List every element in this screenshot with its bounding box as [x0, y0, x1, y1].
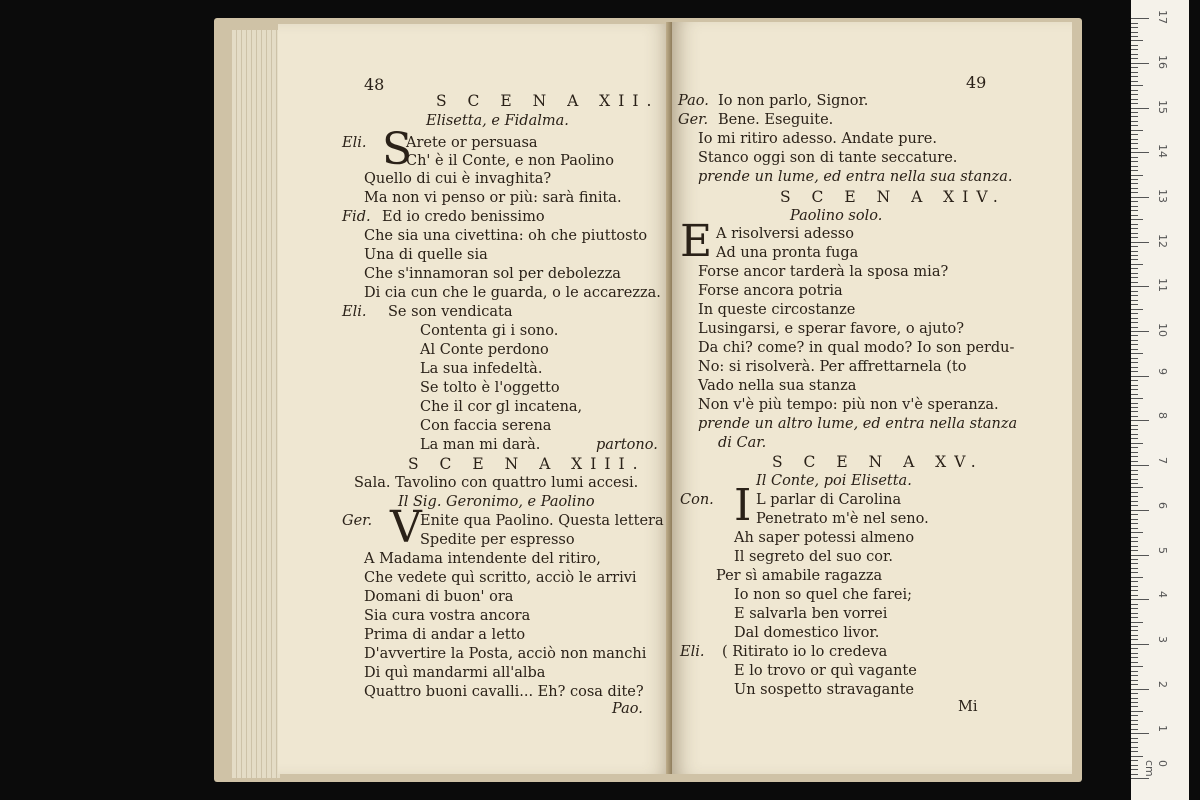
ruler-tick — [1131, 403, 1138, 404]
ruler-tick — [1131, 590, 1138, 591]
verse-line: Quello di cui è invaghita? — [364, 171, 552, 187]
ruler-tick — [1131, 121, 1138, 122]
ruler-tick — [1131, 505, 1138, 506]
ruler-tick — [1131, 447, 1138, 448]
ruler-tick — [1131, 756, 1143, 757]
ruler-tick — [1131, 201, 1138, 202]
verse-line: Una di quelle sia — [364, 247, 488, 263]
ruler-tick — [1131, 675, 1138, 676]
verse-line: La sua infedeltà. — [420, 361, 543, 377]
ruler-tick — [1131, 666, 1143, 667]
ruler-tick — [1131, 635, 1138, 636]
ruler-tick — [1131, 108, 1149, 109]
ruler-tick — [1131, 300, 1138, 301]
speaker-label: Ger. — [342, 513, 373, 529]
ruler-tick — [1131, 282, 1138, 283]
catchword: Pao. — [612, 701, 643, 717]
ruler-tick — [1131, 461, 1138, 462]
ruler-tick — [1131, 425, 1138, 426]
verse-line: Stanco oggi son di tante seccature. — [698, 150, 958, 166]
ruler-tick — [1131, 599, 1149, 600]
ruler-tick — [1131, 474, 1138, 475]
ruler-tick — [1131, 434, 1138, 435]
verse-line: Ed io credo benissimo — [382, 209, 545, 225]
ruler-number: 7 — [1156, 457, 1169, 465]
ruler-tick — [1131, 747, 1138, 748]
ruler-tick — [1131, 577, 1143, 578]
ruler-tick — [1131, 738, 1138, 739]
ruler-tick — [1131, 322, 1138, 323]
ruler-tick — [1131, 769, 1138, 770]
ruler-tick — [1131, 237, 1138, 238]
ruler-tick — [1131, 251, 1138, 252]
ruler-tick — [1131, 362, 1138, 363]
ruler-tick — [1131, 689, 1149, 690]
ruler-tick — [1131, 183, 1138, 184]
ruler-tick — [1131, 192, 1138, 193]
right-page — [672, 22, 1072, 774]
ruler-tick — [1131, 452, 1138, 453]
speaker-label: Pao. — [678, 93, 709, 109]
ruler-tick — [1131, 170, 1138, 171]
ruler-tick — [1131, 130, 1143, 131]
ruler-tick — [1131, 304, 1138, 305]
ruler-number: 11 — [1156, 278, 1169, 293]
ruler-tick — [1131, 340, 1138, 341]
ruler-tick — [1131, 94, 1138, 95]
ruler-tick — [1131, 139, 1138, 140]
verse-line: Ah saper potessi almeno — [734, 530, 915, 546]
ruler-tick — [1131, 125, 1138, 126]
ruler-tick — [1131, 572, 1138, 573]
ruler-tick — [1131, 559, 1138, 560]
ruler-tick — [1131, 523, 1138, 524]
verse-line: Domani di buon' ora — [364, 589, 514, 605]
ruler-tick — [1131, 706, 1138, 707]
verse-line: L parlar di Carolina — [756, 492, 902, 508]
ruler-tick — [1131, 175, 1143, 176]
ruler-tick — [1131, 702, 1138, 703]
ruler-tick — [1131, 532, 1143, 533]
ruler-tick — [1131, 295, 1138, 296]
verse-line: Arete or persuasa — [406, 135, 538, 151]
ruler-number: 4 — [1156, 591, 1169, 599]
ruler-tick — [1131, 313, 1138, 314]
verse-line: Sia cura vostra ancora — [364, 608, 531, 624]
stage-direction: prende un altro lume, ed entra nella stanza — [698, 416, 1018, 432]
ruler-tick — [1131, 693, 1138, 694]
ruler-tick — [1131, 327, 1138, 328]
ruler-tick — [1131, 528, 1138, 529]
ruler-tick — [1131, 148, 1138, 149]
verse-line: Un sospetto stravagante — [734, 682, 914, 698]
ruler-tick — [1131, 358, 1138, 359]
ruler-tick — [1131, 541, 1138, 542]
ruler-tick — [1131, 438, 1138, 439]
ruler-unit-label: 0 cm — [1143, 760, 1169, 777]
ruler-tick — [1131, 143, 1138, 144]
scene-characters: Paolino solo. — [790, 208, 883, 224]
drop-capital: I — [734, 480, 752, 531]
ruler-number: 3 — [1156, 635, 1169, 643]
ruler-tick — [1131, 487, 1143, 488]
ruler-tick — [1131, 501, 1138, 502]
verse-line: Ma non vi penso or più: sarà finita. — [364, 190, 622, 206]
ruler-tick — [1131, 23, 1138, 24]
ruler-tick — [1131, 380, 1138, 381]
ruler-tick — [1131, 742, 1138, 743]
ruler-tick — [1131, 537, 1138, 538]
ruler-tick — [1131, 224, 1138, 225]
ruler-number: 5 — [1156, 546, 1169, 554]
verse-line: Da chi? come? in qual modo? Io son perdu- — [698, 340, 1015, 356]
ruler-tick — [1131, 166, 1138, 167]
ruler-number: 16 — [1156, 54, 1169, 69]
ruler-tick — [1131, 161, 1138, 162]
verse-line: Quattro buoni cavalli... Eh? cosa dite? — [364, 684, 644, 700]
scene-heading: S C E N A XIII. — [408, 455, 646, 473]
verse-line: E lo trovo or quì vagante — [734, 663, 917, 679]
ruler-tick — [1131, 555, 1149, 556]
verse-line: Che sia una civettina: oh che piuttosto — [364, 228, 648, 244]
ruler-tick — [1131, 479, 1138, 480]
ruler-tick — [1131, 58, 1138, 59]
verse-line: Di cia cun che le guarda, o le accarezza. — [364, 285, 661, 301]
verse-line: Al Conte perdono — [420, 342, 549, 358]
verse-line: Per sì amabile ragazza — [716, 568, 883, 584]
ruler-tick — [1131, 40, 1143, 41]
verse-line: Se son vendicata — [388, 304, 513, 320]
ruler-tick — [1131, 331, 1149, 332]
verse-line: Non v'è più tempo: più non v'è speranza. — [698, 397, 999, 413]
ruler-tick — [1131, 774, 1138, 775]
ruler-tick — [1131, 219, 1143, 220]
ruler-tick — [1131, 662, 1138, 663]
ruler-tick — [1131, 152, 1149, 153]
ruler-tick — [1131, 398, 1143, 399]
verse-line: Che vedete quì scritto, acciò le arrivi — [364, 570, 637, 586]
verse-line: D'avvertire la Posta, acciò non manchi — [364, 646, 647, 662]
ruler-tick — [1131, 724, 1138, 725]
ruler-number: 13 — [1156, 188, 1169, 203]
ruler-tick — [1131, 698, 1138, 699]
ruler-tick — [1131, 353, 1143, 354]
ruler-tick — [1131, 371, 1138, 372]
ruler-tick — [1131, 54, 1138, 55]
ruler-tick — [1131, 510, 1149, 511]
ruler-number: 1 — [1156, 725, 1169, 733]
ruler-tick — [1131, 134, 1138, 135]
ruler-number: 15 — [1156, 99, 1169, 114]
ruler-tick — [1131, 546, 1138, 547]
ruler-tick — [1131, 639, 1138, 640]
ruler-tick — [1131, 376, 1149, 377]
speaker-label: Eli. — [342, 135, 367, 151]
speaker-label: Fid. — [342, 209, 371, 225]
ruler-tick — [1131, 568, 1138, 569]
ruler-tick — [1131, 416, 1138, 417]
ruler-tick — [1131, 657, 1138, 658]
verse-line: La man mi darà. — [420, 437, 541, 453]
ruler-tick — [1131, 715, 1138, 716]
verse-line: Se tolto è l'oggetto — [420, 380, 560, 396]
stage-direction: partono. — [596, 437, 658, 453]
ruler-tick — [1131, 116, 1138, 117]
ruler-tick — [1131, 514, 1138, 515]
ruler-tick — [1131, 103, 1138, 104]
verse-line: In queste circostanze — [698, 302, 856, 318]
ruler-tick — [1131, 81, 1138, 82]
ruler-tick — [1131, 99, 1138, 100]
verse-line: Bene. Eseguite. — [718, 112, 834, 128]
ruler-tick — [1131, 255, 1138, 256]
ruler-tick — [1131, 680, 1138, 681]
verse-line: Con faccia serena — [420, 418, 552, 434]
verse-line: Io mi ritiro adesso. Andate pure. — [698, 131, 937, 147]
ruler-number: 12 — [1156, 233, 1169, 248]
scene-characters: Elisetta, e Fidalma. — [426, 113, 569, 129]
scene-characters: Il Sig. Geronimo, e Paolino — [398, 494, 595, 510]
drop-capital: V — [390, 502, 422, 553]
drop-capital: E — [680, 216, 713, 267]
ruler-tick — [1131, 720, 1138, 721]
ruler-tick — [1131, 318, 1138, 319]
ruler-number: 17 — [1156, 10, 1169, 25]
speaker-label: Ger. — [678, 112, 709, 128]
ruler-tick — [1131, 653, 1138, 654]
verse-line: Io non parlo, Signor. — [718, 93, 869, 109]
ruler-tick — [1131, 470, 1138, 471]
ruler-tick — [1131, 335, 1138, 336]
ruler-tick — [1131, 492, 1138, 493]
ruler-tick — [1131, 85, 1143, 86]
ruler-tick — [1131, 45, 1138, 46]
verse-line: E salvarla ben vorrei — [734, 606, 888, 622]
ruler-number: 8 — [1156, 412, 1169, 420]
ruler-tick — [1131, 394, 1138, 395]
ruler-tick — [1131, 349, 1138, 350]
page-number: 49 — [966, 73, 987, 92]
ruler-tick — [1131, 563, 1138, 564]
ruler-number: 10 — [1156, 323, 1169, 337]
ruler-tick — [1131, 268, 1138, 269]
ruler-tick — [1131, 179, 1138, 180]
scene-characters: Il Conte, poi Elisetta. — [756, 473, 912, 489]
speaker-label: Con. — [680, 492, 714, 508]
ruler-tick — [1131, 157, 1138, 158]
ruler-tick — [1131, 36, 1138, 37]
ruler-tick — [1131, 210, 1138, 211]
verse-line: Enite qua Paolino. Questa lettera — [420, 513, 664, 529]
ruler-tick — [1131, 483, 1138, 484]
ruler-tick — [1131, 49, 1138, 50]
ruler-tick — [1131, 630, 1138, 631]
ruler-tick — [1131, 273, 1138, 274]
ruler-tick — [1131, 729, 1138, 730]
stage-direction: di Car. — [718, 435, 767, 451]
drop-capital: S — [382, 124, 413, 175]
verse-line: Prima di andar a letto — [364, 627, 526, 643]
verse-line: Ad una pronta fuga — [716, 245, 859, 261]
verse-line: Penetrato m'è nel seno. — [756, 511, 929, 527]
ruler-tick — [1131, 63, 1149, 64]
verse-line: Forse ancora potria — [698, 283, 843, 299]
ruler-tick — [1131, 291, 1138, 292]
ruler-tick — [1131, 465, 1149, 466]
verse-line: Ch' è il Conte, e non Paolino — [406, 153, 614, 169]
ruler-tick — [1131, 751, 1138, 752]
ruler-tick — [1131, 617, 1138, 618]
ruler-tick — [1131, 595, 1138, 596]
verse-line: Che s'innamoran sol per debolezza — [364, 266, 621, 282]
verse-line: Io non so quel che farei; — [734, 587, 913, 603]
ruler-tick — [1131, 671, 1138, 672]
left-page — [278, 24, 672, 774]
ruler-tick — [1131, 604, 1138, 605]
scene-heading: S C E N A XIV. — [780, 188, 1006, 206]
verse-line: Vado nella sua stanza — [698, 378, 857, 394]
verse-line: ( Ritirato io lo credeva — [722, 644, 888, 660]
verse-line: Spedite per espresso — [420, 532, 575, 548]
ruler-tick — [1131, 456, 1138, 457]
ruler-tick — [1131, 496, 1138, 497]
verse-line: Il segreto del suo cor. — [734, 549, 893, 565]
catchword: Mi — [958, 699, 978, 715]
speaker-label: Eli. — [342, 304, 367, 320]
ruler-tick — [1131, 264, 1143, 265]
ruler-tick — [1131, 613, 1138, 614]
ruler-number: 6 — [1156, 501, 1169, 509]
ruler-tick — [1131, 286, 1149, 287]
ruler-tick — [1131, 90, 1138, 91]
ruler-tick — [1131, 760, 1138, 761]
ruler-tick — [1131, 242, 1149, 243]
ruler-number: 9 — [1156, 367, 1169, 375]
ruler-tick — [1131, 586, 1138, 587]
ruler-tick — [1131, 407, 1138, 408]
ruler-tick — [1131, 309, 1143, 310]
ruler-tick — [1131, 733, 1149, 734]
ruler-tick — [1131, 188, 1138, 189]
ruler-tick — [1131, 67, 1138, 68]
ruler-number: 2 — [1156, 680, 1169, 688]
ruler-tick — [1131, 72, 1138, 73]
scene-heading: S C E N A XV. — [772, 453, 984, 471]
page-edges — [232, 30, 280, 778]
page-number: 48 — [364, 75, 385, 94]
measuring-ruler — [1131, 0, 1189, 800]
verse-line: No: si risolverà. Per affrettarnela (to — [698, 359, 967, 375]
ruler-tick — [1131, 443, 1143, 444]
ruler-tick — [1131, 711, 1143, 712]
ruler-tick — [1131, 644, 1149, 645]
stage-direction: prende un lume, ed entra nella sua stanza. — [698, 169, 1013, 185]
ruler-number: 14 — [1156, 144, 1169, 159]
verse-line: A risolversi adesso — [716, 226, 854, 242]
ruler-tick — [1131, 197, 1149, 198]
ruler-tick — [1131, 622, 1143, 623]
ruler-tick — [1131, 228, 1138, 229]
verse-line: Forse ancor tarderà la sposa mia? — [698, 264, 949, 280]
ruler-tick — [1131, 411, 1138, 412]
verse-line: Di quì mandarmi all'alba — [364, 665, 546, 681]
ruler-tick — [1131, 32, 1138, 33]
verse-line: A Madama intendente del ritiro, — [364, 551, 601, 567]
ruler-tick — [1131, 27, 1138, 28]
ruler-tick — [1131, 420, 1149, 421]
ruler-tick — [1131, 246, 1138, 247]
ruler-tick — [1131, 765, 1138, 766]
ruler-tick — [1131, 112, 1138, 113]
ruler-tick — [1131, 429, 1138, 430]
scene-heading: S C E N A XII. — [436, 92, 660, 110]
ruler-tick — [1131, 648, 1138, 649]
ruler-tick — [1131, 259, 1138, 260]
verse-line: Che il cor gl incatena, — [420, 399, 583, 415]
verse-line: Lusingarsi, e sperar favore, o ajuto? — [698, 321, 964, 337]
ruler-tick — [1131, 389, 1138, 390]
ruler-tick — [1131, 626, 1138, 627]
scene-setting: Sala. Tavolino con quattro lumi accesi. — [354, 475, 639, 491]
ruler-tick — [1131, 206, 1138, 207]
speaker-label: Eli. — [680, 644, 705, 660]
ruler-tick — [1131, 550, 1138, 551]
ruler-tick — [1131, 519, 1138, 520]
ruler-tick — [1131, 581, 1138, 582]
ruler-tick — [1131, 385, 1138, 386]
ruler-tick — [1131, 76, 1138, 77]
ruler-tick — [1131, 344, 1138, 345]
ruler-tick — [1131, 277, 1138, 278]
verse-line: Dal domestico livor. — [734, 625, 880, 641]
ruler-tick — [1131, 367, 1138, 368]
verse-line: Contenta gi i sono. — [420, 323, 559, 339]
ruler-tick — [1131, 233, 1138, 234]
ruler-tick — [1131, 684, 1138, 685]
ruler-tick — [1131, 215, 1138, 216]
ruler-tick — [1131, 608, 1138, 609]
ruler-tick — [1131, 18, 1149, 19]
